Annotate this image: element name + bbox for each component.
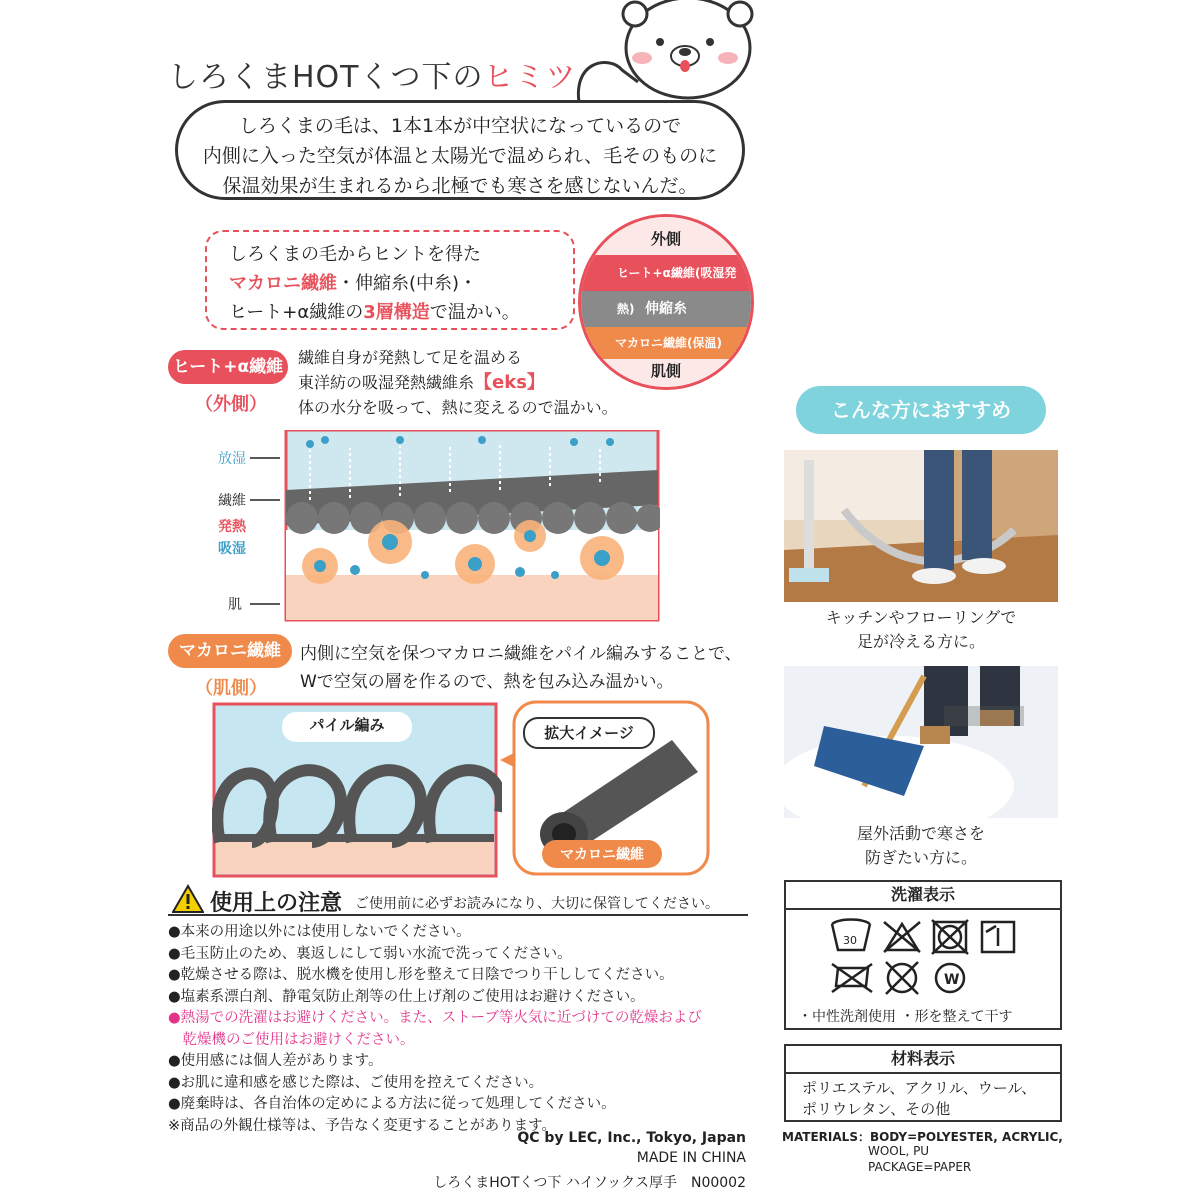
notice-item: ●塩素系漂白剤、静電気防止剤等の仕上げ剤のご使用はお避けください。 (168, 988, 645, 1005)
materials-english: MATERIALS：BODY=POLYESTER, ACRYLIC, (782, 1130, 1063, 1144)
company-name: QC by LEC, Inc., Tokyo, Japan (517, 1130, 746, 1146)
label-heat: 発熱 (218, 519, 246, 535)
recommend-heading: こんな方におすすめ (796, 386, 1046, 434)
eks-brand: 【eks】 (474, 372, 545, 393)
label-absorb: 吸湿 (218, 541, 246, 557)
title-main: しろくまHOTくつ下の (168, 60, 484, 95)
photo-kitchen-floor (784, 450, 1058, 602)
layer-skin-label: 肌側 (581, 359, 751, 387)
notice-subtitle: ご使用前に必ずお読みになり、大切に保管してください。 (355, 896, 719, 912)
notice-item: ●毛玉防止のため、裏返しにして弱い水流で洗ってください。 (168, 945, 572, 962)
macaroni-badge: マカロニ繊維 (168, 634, 292, 668)
hint-line: マカロニ繊維・伸縮糸(中糸)・ (229, 273, 478, 294)
notice-item-warning: 乾燥機のご使用はお避けください。 (168, 1031, 415, 1048)
heat-fiber-badge: ヒート+α繊維 (168, 350, 288, 384)
material-title: 材料表示 (786, 1046, 1060, 1074)
hint-line: しろくまの毛からヒントを得た (229, 244, 481, 265)
caption-outdoor: 屋外活動で寒さを 防ぎたい方に。 (856, 824, 985, 867)
hint-line: ヒート+α繊維の3層構造で温かい。 (229, 302, 520, 323)
hint-box (205, 230, 575, 330)
material-text: ポリエステル、アクリル、ウール、 ポリウレタン、その他 (802, 1079, 1037, 1118)
product-code: しろくまHOTくつ下 ハイソックス厚手 N00002 (433, 1175, 746, 1191)
layer-outer-label: 外側 (581, 217, 751, 255)
materials-english: WOOL, PU (868, 1144, 930, 1158)
materials-english: PACKAGE=PAPER (868, 1160, 972, 1174)
notice-item-warning: ●熱湯での洗濯はお避けください。また、ストーブ等火気に近づけての乾燥および (168, 1010, 702, 1026)
page-title (168, 52, 577, 96)
material-box (784, 1044, 1062, 1122)
wash-temp-text: 30 (843, 934, 857, 947)
pile-label: パイル編み (309, 716, 385, 734)
origin-label: MADE IN CHINA (636, 1150, 746, 1166)
notice-item: ●乾燥させる際は、脱水機を使用し形を整えて日陰でつり干ししてください。 (168, 967, 674, 983)
photo-snow-shoveling (784, 666, 1058, 818)
label-release: 放湿 (218, 451, 246, 467)
label-skin: 肌 (228, 597, 242, 613)
care-note: ・中性洗剤使用 ・形を整えて干す (798, 1009, 1013, 1025)
layer-macaroni: マカロニ繊維(保温) (581, 327, 751, 359)
zoom-caption: マカロニ繊維 (560, 847, 644, 863)
heat-description: 繊維自身が発熱して足を温める 東洋紡の吸湿発熱繊維糸【eks】 体の水分を吸って、熱に変えるので温かい。 (298, 348, 618, 417)
heat-side-label: （外側） (195, 394, 267, 415)
speech-bubble (175, 100, 745, 200)
care-label-box (784, 880, 1062, 1030)
layer-stretch: 伸縮糸 (581, 291, 751, 327)
title-accent: ヒミツ (483, 60, 577, 95)
zoom-label: 拡大イメージ (544, 724, 634, 742)
warning-icon (172, 884, 204, 914)
notice-divider (168, 914, 748, 916)
notice-list (168, 922, 768, 1137)
bubble-line: しろくまの毛は、1本1本が中空状になっているので (238, 115, 682, 137)
dry-symbol-text: W (944, 972, 960, 988)
notice-item: ●使用感には個人差があります。 (168, 1053, 383, 1069)
bubble-line: 保温効果が生まれるから北極でも寒さを感じないんだ。 (222, 175, 698, 197)
label-fiber: 繊維 (218, 493, 246, 509)
macaroni-description: 内側に空気を保つマカロニ繊維をパイル編みすることで、 Wで空気の層を作るので、熱を包み込み温かい。 (300, 644, 742, 692)
notice-item: ●本来の用途以外には使用しないでください。 (168, 924, 471, 940)
care-title: 洗濯表示 (786, 882, 1060, 910)
caption-kitchen: キッチンやフローリングで 足が冷える方に。 (825, 608, 1017, 651)
notice-item: ※商品の外観仕様等は、予告なく変更することがあります。 (168, 1117, 556, 1134)
notice-item: ●廃棄時は、各自治体の定めによる方法に従って処理してください。 (168, 1096, 616, 1112)
bubble-line: 内側に入った空気が体温と太陽光で温められ、毛そのものに (202, 145, 718, 167)
macaroni-side-label: （肌側） (195, 678, 267, 699)
notice-item: ●お肌に違和感を感じた際は、ご使用を控えてください。 (168, 1074, 544, 1091)
notice-title: 使用上の注意 (210, 891, 343, 916)
polar-bear-illustration (560, 0, 760, 110)
layer-heat: ヒート+α繊維(吸湿発熱) (581, 255, 751, 291)
care-symbols (786, 910, 1060, 1000)
heat-diagram (250, 430, 660, 630)
